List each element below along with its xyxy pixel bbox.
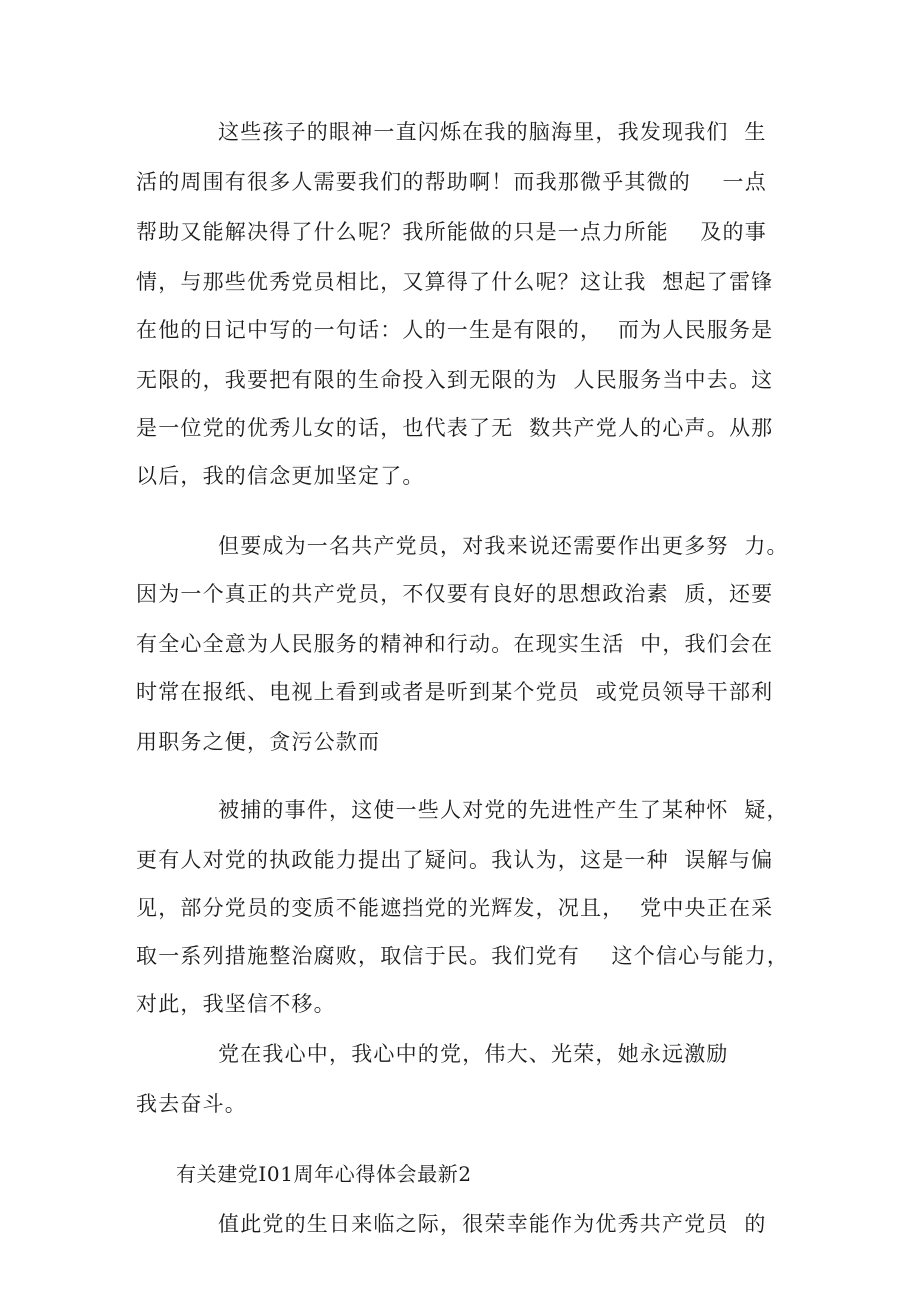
paragraph-4-line-2: 我去奋斗。 — [136, 1092, 247, 1116]
paragraph-3-line-4: 取一系列措施整治腐败，取信于民。我们党有 这个信心与能力， — [136, 944, 790, 968]
paragraph-2-line-2: 因为一个真正的共产党员，不仅要有良好的思想政治素 质，还要 — [136, 582, 774, 606]
paragraph-1-line-5: 在他的日记中写的一句话：人的一生是有限的， 而为人民服务是 — [136, 318, 774, 342]
paragraph-1-line-6: 无限的，我要把有限的生命投入到无限的为 人民服务当中去。这 — [136, 368, 774, 392]
paragraph-2-line-5: 用职务之便，贪污公款而 — [136, 730, 381, 754]
paragraph-1-line-7: 是一位党的优秀儿女的话，也代表了无 数共产党人的心声。从那 — [136, 416, 774, 440]
paragraph-3-line-3: 见，部分党员的变质不能遮挡党的光辉发，况且， 党中央正在采 — [136, 896, 774, 920]
paragraph-1-line-1: 这些孩子的眼神一直闪烁在我的脑海里，我发现我们 生 — [218, 120, 767, 144]
paragraph-2-line-3: 有全心全意为人民服务的精神和行动。在现实生活 中，我们会在 — [136, 632, 774, 656]
paragraph-5-line-1: 值此党的生日来临之际，很荣幸能作为优秀共产党员 的 — [218, 1212, 767, 1236]
section-heading: 有关建党I01周年心得体会最新2 — [176, 1162, 472, 1186]
paragraph-3-line-2: 更有人对党的执政能力提出了疑问。我认为，这是一种 误解与偏 — [136, 848, 774, 872]
paragraph-2-line-1: 但要成为一名共产党员，对我来说还需要作出更多努 力。 — [218, 534, 789, 558]
paragraph-1-line-4: 情，与那些优秀党员相比，又算得了什么呢？这让我 想起了雷锋 — [136, 270, 774, 294]
paragraph-2-line-4: 时常在报纸、电视上看到或者是听到某个党员 或党员领导干部利 — [136, 680, 774, 704]
paragraph-3-line-5: 对此，我坚信不移。 — [136, 992, 336, 1016]
paragraph-1-line-2: 活的周围有很多人需要我们的帮助啊！而我那微乎其微的 一点 — [136, 170, 767, 194]
paragraph-4-line-1: 党在我心中，我心中的党，伟大、光荣，她永远激励 — [218, 1042, 729, 1066]
paragraph-1-line-3: 帮助又能解决得了什么呢？我所能做的只是一点力所能 及的事 — [136, 220, 767, 244]
paragraph-3-line-1: 被捕的事件，这使一些人对党的先进性产生了某种怀 疑， — [218, 798, 789, 822]
paragraph-1-line-8: 以后，我的信念更加坚定了。 — [136, 464, 425, 488]
